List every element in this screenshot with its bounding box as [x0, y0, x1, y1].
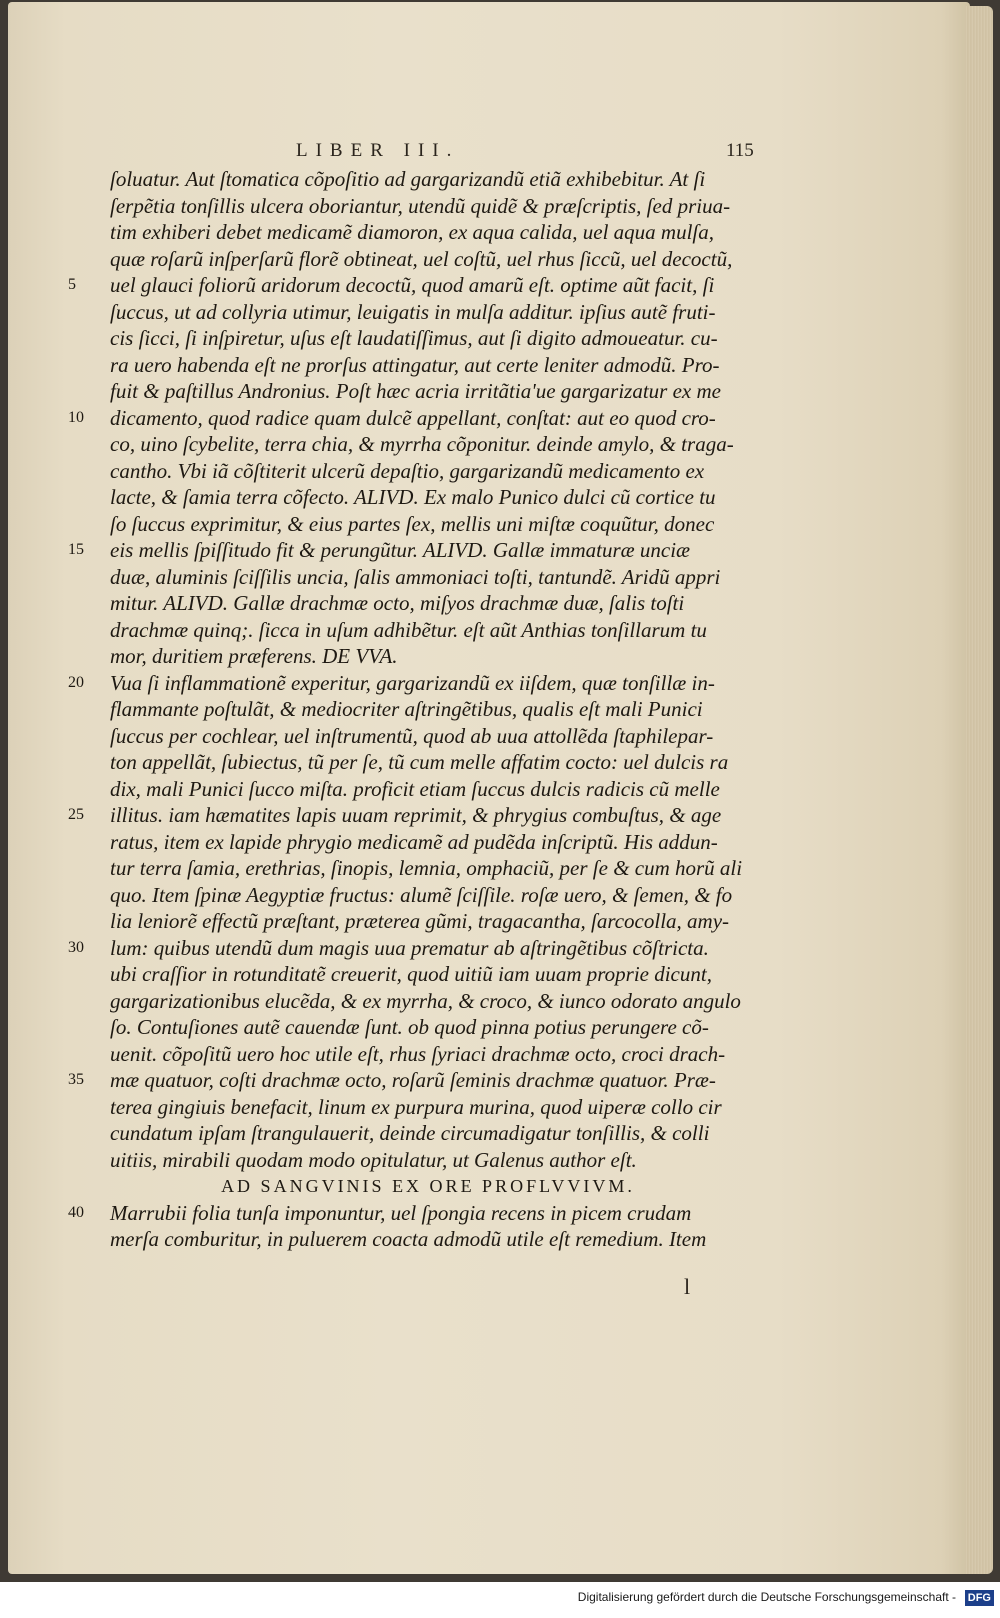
text-line [68, 1226, 788, 1253]
line-text: illitus. iam hæmatites lapis uuam reprimit, & phrygius combuſtus, & age [110, 803, 722, 827]
line-text: dix, mali Punici ſucco miſta. proficit etiam ſuccus dulcis radicis cũ melle [110, 776, 720, 801]
text-line [68, 1147, 788, 1174]
line-number: 40 [68, 1203, 84, 1221]
line-number: 30 [68, 938, 84, 956]
line-text: lia leniorẽ effectũ præſtant, præterea gũmi, tragacantha, ſarcocolla, amy- [110, 909, 730, 933]
line-text: ubi craſſior in rotunditatẽ creuerit, quod uitiũ iam uuam proprie dicunt, [110, 962, 712, 986]
text-block [68, 166, 788, 1253]
text-line [68, 617, 788, 644]
text-line [68, 935, 788, 962]
line-text: Vua ſi inflammationẽ experitur, gargarizandũ ex iiſdem, quæ tonſillæ in- [110, 670, 715, 695]
text-line [68, 590, 788, 617]
dfg-logo: DFG [965, 1590, 994, 1606]
line-text: ton appellãt, ſubiectus, tũ per ſe, tũ cum melle affatim cocto: uel dulcis ra [110, 750, 729, 774]
text-line [68, 564, 788, 591]
line-text: ſuccus, ut ad collyria utimur, leuigatis in mulſa additur. ipſius autẽ fruti- [110, 299, 716, 324]
text-line [68, 458, 788, 485]
text-line [68, 1014, 788, 1041]
line-text: ratus, item ex lapide phrygio medicamẽ ad pudẽda inſcriptũ. His addun- [110, 829, 718, 854]
book-page [8, 2, 970, 1574]
line-text: gargarizationibus elucẽda, & ex myrrha, & croco, & iunco odorato angulo [110, 988, 741, 1013]
line-text: ſerpẽtia tonſillis ulcera oboriantur, utendũ quidẽ & præſcriptis, ſed priua- [110, 193, 731, 218]
text-line [68, 325, 788, 352]
line-text: tur terra ſamia, erethrias, ſinopis, lemnia, omphaciũ, per ſe & cum horũ ali [110, 856, 743, 880]
text-line [68, 908, 788, 935]
signature-mark: l [684, 1274, 691, 1299]
text-line [68, 723, 788, 750]
line-number: 25 [68, 806, 84, 823]
line-text: ſo. Contuſiones autẽ cauendæ ſunt. ob quod pinna potius perungere cõ- [110, 1015, 709, 1039]
text-line [68, 431, 788, 458]
line-text: uenit. cõpoſitũ uero hoc utile eſt, rhus ſyriaci drachmæ octo, croci drach- [110, 1041, 726, 1066]
line-text: cis ſicci, ſi inſpiretur, uſus eſt laudatiſſimus, aut ſi digito admoueatur. cu- [110, 326, 718, 350]
text-line [68, 961, 788, 988]
line-number: 5 [68, 276, 76, 293]
line-text: ſuccus per cochlear, uel inſtrumentũ, quod ab uua attollẽda ſtaphilepar- [110, 723, 714, 748]
text-line [68, 643, 788, 670]
text-line [68, 1094, 788, 1121]
running-title: LIBER III. [296, 140, 460, 161]
text-line [68, 829, 788, 856]
line-text: ſo ſuccus exprimitur, & eius partes ſex, mellis uni miſtæ coquũtur, donec [110, 511, 715, 536]
text-line [68, 219, 788, 246]
line-text: ra uero habenda eſt ne prorſus attingatur, aut certe leniter admodũ. Pro- [110, 352, 720, 377]
text-line [68, 1173, 788, 1200]
text-line [68, 882, 788, 909]
line-text: drachmæ quinq;. ſicca in uſum adhibẽtur. eſt aũt Anthias tonſillarum tu [110, 617, 707, 642]
text-line [68, 352, 788, 379]
text-line [68, 696, 788, 723]
text-line [68, 299, 788, 326]
text-line [68, 405, 788, 432]
line-text: mæ quatuor, coſti drachmæ octo, roſarũ ſeminis drachmæ quatuor. Præ- [110, 1068, 716, 1092]
text-line [68, 1067, 788, 1094]
line-text: cundatum ipſam ſtrangulauerit, deinde circumadigatur tonſillis, & colli [110, 1121, 710, 1145]
footer-bar [0, 1582, 1000, 1618]
text-line [68, 193, 788, 220]
line-text: Marrubii folia tunſa imponuntur, uel ſpongia recens in picem crudam [110, 1200, 692, 1225]
line-text: mor, duritiem præferens. DE VVA. [110, 644, 398, 668]
line-text: duæ, aluminis ſciſſilis uncia, ſalis ammoniaci toſti, tantundẽ. Aridũ appri [110, 564, 721, 589]
line-text: lum: quibus utendũ dum magis uua prematur ab aſtringẽtibus cõſtricta. [110, 935, 709, 960]
text-line [68, 855, 788, 882]
line-text: lacte, & ſamia terra cõfecto. ALIVD. Ex malo Punico dulci cũ cortice tu [110, 485, 716, 509]
line-text: merſa comburitur, in puluerem coacta admodũ utile eſt remedium. Item [110, 1227, 707, 1251]
text-line [68, 272, 788, 299]
line-text: co, uino ſcybelite, terra chia, & myrrha cõponitur. deinde amylo, & traga- [110, 432, 734, 456]
line-text: tim exhiberi debet medicamẽ diamoron, ex aqua calida, uel aqua mulſa, [110, 220, 715, 244]
line-text: terea gingiuis benefacit, linum ex purpura murina, quod uiperæ collo cir [110, 1094, 722, 1119]
line-number: 15 [68, 541, 84, 558]
line-number: 10 [68, 408, 84, 426]
text-line [68, 537, 788, 564]
page-number: 115 [726, 140, 754, 161]
text-line [68, 511, 788, 538]
text-line [68, 166, 788, 193]
line-text: quæ roſarũ inſperſarũ florẽ obtineat, uel coſtũ, uel rhus ſiccũ, uel decoctũ, [110, 246, 733, 271]
text-line [68, 1041, 788, 1068]
text-line [68, 1200, 788, 1227]
line-text: quo. Item ſpinæ Aegyptiæ fructus: alumẽ ſciſſile. roſæ uero, & ſemen, & fo [110, 882, 733, 907]
running-head [108, 140, 758, 166]
fore-edge [965, 6, 993, 1574]
text-line [68, 802, 788, 829]
line-number: 35 [68, 1071, 84, 1088]
line-text: eis mellis ſpiſſitudo fit & perungũtur. ALIVD. Gallæ immaturæ unciæ [110, 538, 691, 562]
line-text: mitur. ALIVD. Gallæ drachmæ octo, miſyos drachmæ duæ, ſalis toſti [110, 591, 685, 615]
line-text: flammante poſtulãt, & mediocriter aſtringẽtibus, qualis eſt mali Punici [110, 697, 703, 721]
text-line [68, 749, 788, 776]
line-text: dicamento, quod radice quam dulcẽ appellant, conſtat: aut eo quod cro- [110, 405, 716, 430]
text-line [68, 246, 788, 273]
text-line [68, 378, 788, 405]
text-line [68, 484, 788, 511]
text-line [68, 776, 788, 803]
line-text: uel glauci foliorũ aridorum decoctũ, quod amarũ eſt. optime aũt facit, ſi [110, 273, 715, 297]
footer-credit: Digitalisierung gefördert durch die Deutsche Forschungsgemeinschaft - [577, 1590, 956, 1604]
line-number: 20 [68, 673, 84, 691]
line-text: ſoluatur. Aut ſtomatica cõpoſitio ad gargarizandũ etiã exhibebitur. At ſi [110, 167, 706, 191]
text-line [68, 670, 788, 697]
text-line [68, 988, 788, 1015]
text-line [68, 1120, 788, 1147]
line-text: cantho. Vbi iã cõſtiterit ulcerũ depaſtio, gargarizandũ medicamento ex [110, 458, 705, 483]
line-text: uitiis, mirabili quodam modo opitulatur, ut Galenus author eſt. [110, 1147, 637, 1172]
line-text: fuit & paſtillus Andronius. Poſt hæc acria irritãtia'ue gargarizatur ex me [110, 379, 721, 403]
section-heading: AD SANGVINIS EX ORE PROFLVVIVM. [221, 1176, 635, 1196]
